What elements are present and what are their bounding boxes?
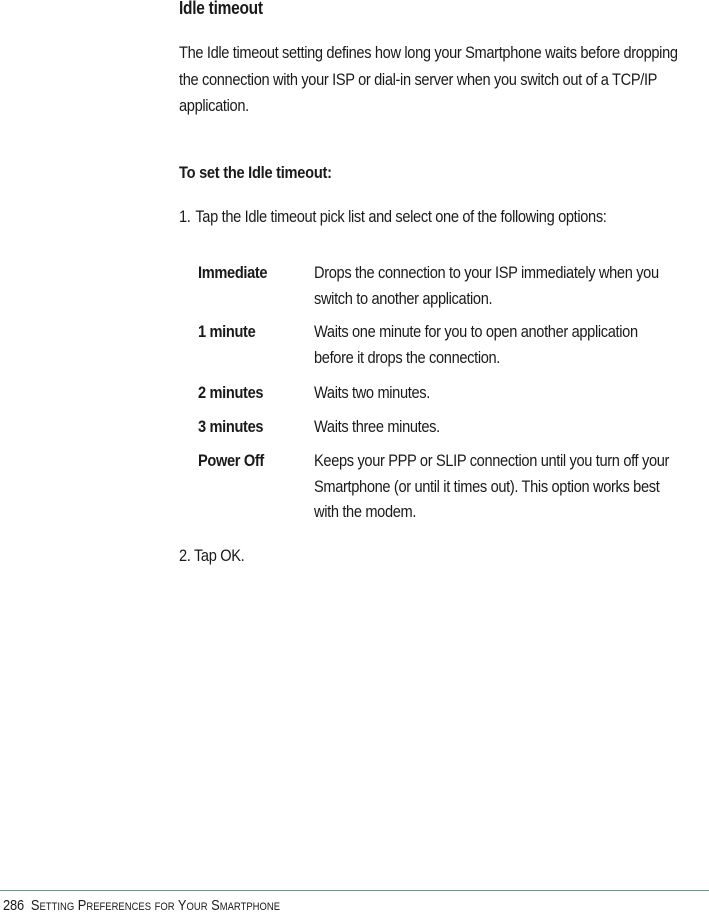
option-description: Keeps your PPP or SLIP connection until you turn off your Smartphone (or until it times out). This option works best with the modem.	[314, 451, 670, 521]
option-description: Waits two minutes.	[314, 383, 430, 402]
procedure-heading-text: To set the Idle timeout:	[179, 163, 332, 182]
section-heading-text: Idle timeout	[179, 0, 263, 18]
option-description: Drops the connection to your ISP immediately when you switch to another application.	[314, 263, 659, 308]
footer-divider	[0, 890, 709, 891]
option-term: Immediate	[198, 263, 268, 282]
option-term: 1 minute	[198, 322, 256, 341]
option-description: Waits three minutes.	[314, 417, 440, 436]
option-term: 3 minutes	[198, 417, 264, 436]
option-description: Waits one minute for you to open another application before it drops the connection.	[314, 322, 638, 367]
step-2	[179, 546, 255, 566]
chapter-title: Setting Preferences for Your Smartphone	[30, 897, 281, 914]
intro-paragraph	[179, 40, 699, 120]
step-1-number: 1.	[179, 207, 191, 226]
step-1-text: Tap the Idle timeout pick list and select one of the following options:	[195, 207, 607, 226]
procedure-heading	[179, 163, 357, 183]
page-number: 286	[3, 897, 25, 914]
option-term: 2 minutes	[198, 383, 264, 402]
option-term: Power Off	[198, 451, 264, 470]
intro-text: The Idle timeout setting defines how long your Smartphone waits before dropping the connection with your ISP or dial-in server when you switch out of a TCP/IP application.	[179, 43, 678, 115]
step-2-text: 2. Tap OK.	[179, 546, 245, 565]
step-1	[179, 204, 679, 230]
section-heading	[179, 0, 276, 19]
page-footer	[3, 897, 325, 914]
